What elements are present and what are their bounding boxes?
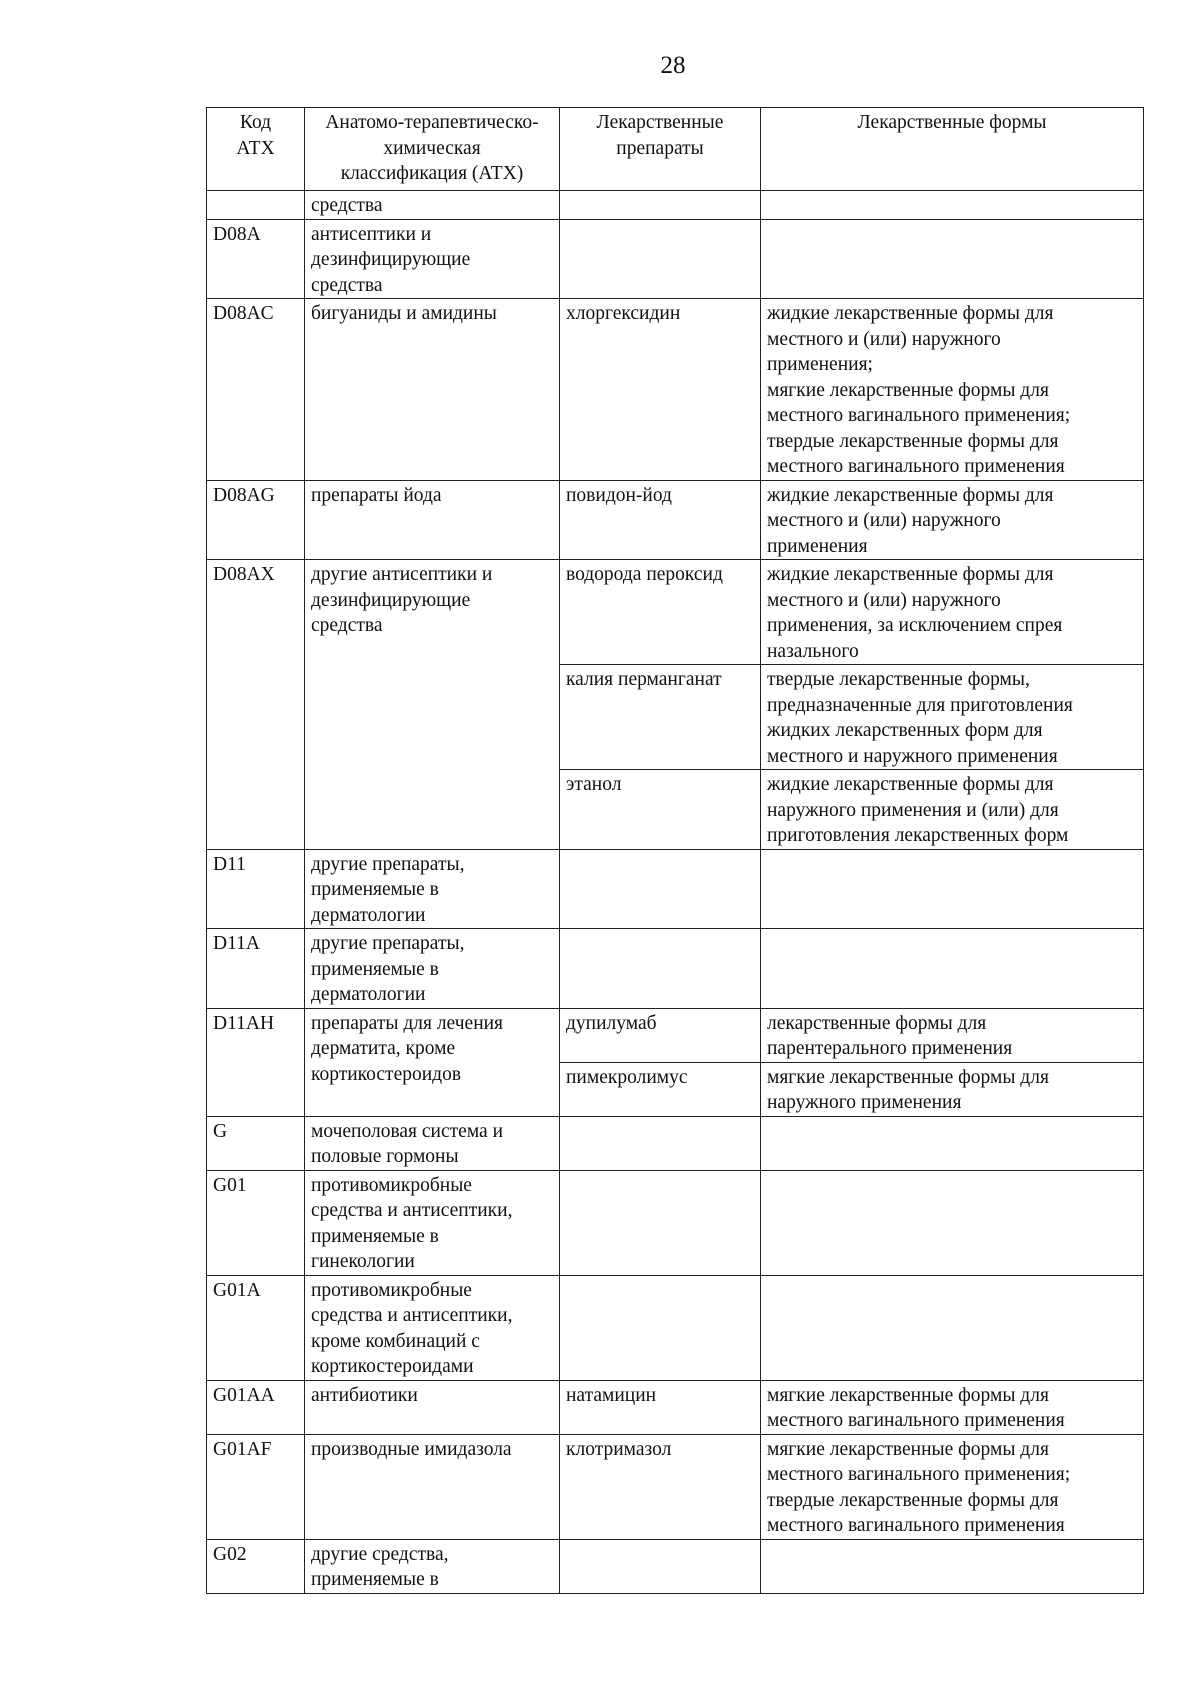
table-row [207,849,1144,929]
dosage-form-cell: мягкие лекарственные формы для местного вагинального применения; твердые лекарственные формы для местного вагинального применения [761,1434,1144,1539]
drug-name-cell: дупилумаб [560,1008,761,1062]
atx-code-cell: G01AA [207,1380,305,1434]
atx-classification-cell: препараты йода [305,480,560,560]
drug-name-cell: водорода пероксид [560,560,761,665]
atx-classification-table [206,107,1144,1594]
atx-code-cell [207,191,305,220]
atx-classification-cell: антибиотики [305,1380,560,1434]
header-classification: Анатомо-терапевтическо- химическая классификация (АТХ) [305,108,560,191]
atx-code-cell: D08AG [207,480,305,560]
atx-classification-cell: другие средства, применяемые в [305,1539,560,1593]
atx-code-cell: D11A [207,929,305,1009]
atx-classification-cell: антисептики и дезинфицирующие средства [305,219,560,299]
atx-code-cell: D08AC [207,299,305,481]
dosage-form-cell: лекарственные формы для парентерального применения [761,1008,1144,1062]
table-header-row [207,108,1144,191]
table-row [207,480,1144,560]
dosage-form-cell [761,1539,1144,1593]
header-forms: Лекарственные формы [761,108,1144,191]
page-number: 28 [660,52,686,79]
dosage-form-cell [761,929,1144,1009]
dosage-form-cell [761,1170,1144,1275]
drug-name-cell: натамицин [560,1380,761,1434]
dosage-form-cell: жидкие лекарственные формы для местного и (или) наружного применения [761,480,1144,560]
dosage-form-cell [761,1116,1144,1170]
drug-name-cell: пимекролимус [560,1062,761,1116]
drug-name-cell [560,929,761,1009]
dosage-form-cell [761,191,1144,220]
atx-classification-cell: средства [305,191,560,220]
drug-name-cell: клотримазол [560,1434,761,1539]
atx-classification-cell: производные имидазола [305,1434,560,1539]
drug-name-cell: этанол [560,770,761,850]
dosage-form-cell [761,849,1144,929]
dosage-form-cell [761,1275,1144,1380]
dosage-form-cell: жидкие лекарственные формы для местного и (или) наружного применения; мягкие лекарственные формы для местного вагинального применения; твердые лекарственные формы для местного вагинального применения [761,299,1144,481]
table-row [207,299,1144,481]
atx-code-cell: G02 [207,1539,305,1593]
drug-name-cell [560,849,761,929]
atx-classification-cell: другие антисептики и дезинфицирующие средства [305,560,560,850]
drug-name-cell [560,1539,761,1593]
atx-classification-cell: другие препараты, применяемые в дерматологии [305,929,560,1009]
dosage-form-cell: мягкие лекарственные формы для местного вагинального применения [761,1380,1144,1434]
atx-code-cell: G [207,1116,305,1170]
drug-name-cell [560,191,761,220]
table-row [207,1008,1144,1062]
atx-classification-cell: другие препараты, применяемые в дерматологии [305,849,560,929]
table-row [207,1539,1144,1593]
dosage-form-cell [761,219,1144,299]
dosage-form-cell: твердые лекарственные формы, предназначенные для приготовления жидких лекарственных форм для местного и наружного применения [761,665,1144,770]
atx-code-cell: G01A [207,1275,305,1380]
dosage-form-cell: жидкие лекарственные формы для местного и (или) наружного применения, за исключением спрея назального [761,560,1144,665]
table-row [207,1380,1144,1434]
drug-name-cell [560,1275,761,1380]
atx-code-cell: D08AX [207,560,305,850]
table-row [207,1116,1144,1170]
atx-code-cell: D11AH [207,1008,305,1116]
table-row [207,1275,1144,1380]
header-code: Код АТХ [207,108,305,191]
table-row [207,219,1144,299]
atx-classification-cell: противомикробные средства и антисептики, кроме комбинаций с кортикостероидами [305,1275,560,1380]
drug-name-cell [560,1116,761,1170]
atx-code-cell: D08A [207,219,305,299]
table-row [207,191,1144,220]
atx-code-cell: G01AF [207,1434,305,1539]
atx-code-cell: G01 [207,1170,305,1275]
atx-classification-cell: бигуаниды и амидины [305,299,560,481]
atx-classification-cell: противомикробные средства и антисептики, применяемые в гинекологии [305,1170,560,1275]
atx-code-cell: D11 [207,849,305,929]
atx-classification-cell: препараты для лечения дерматита, кроме кортикостероидов [305,1008,560,1116]
drug-name-cell: калия перманганат [560,665,761,770]
header-drugs: Лекарственные препараты [560,108,761,191]
table-row [207,1170,1144,1275]
dosage-form-cell: жидкие лекарственные формы для наружного применения и (или) для приготовления лекарственных форм [761,770,1144,850]
atx-classification-cell: мочеполовая система и половые гормоны [305,1116,560,1170]
dosage-form-cell: мягкие лекарственные формы для наружного применения [761,1062,1144,1116]
table-row [207,560,1144,665]
table-row [207,1434,1144,1539]
table-body [207,191,1144,1594]
table-row [207,929,1144,1009]
drug-name-cell [560,219,761,299]
drug-name-cell [560,1170,761,1275]
drug-name-cell: повидон-йод [560,480,761,560]
drug-name-cell: хлоргексидин [560,299,761,481]
